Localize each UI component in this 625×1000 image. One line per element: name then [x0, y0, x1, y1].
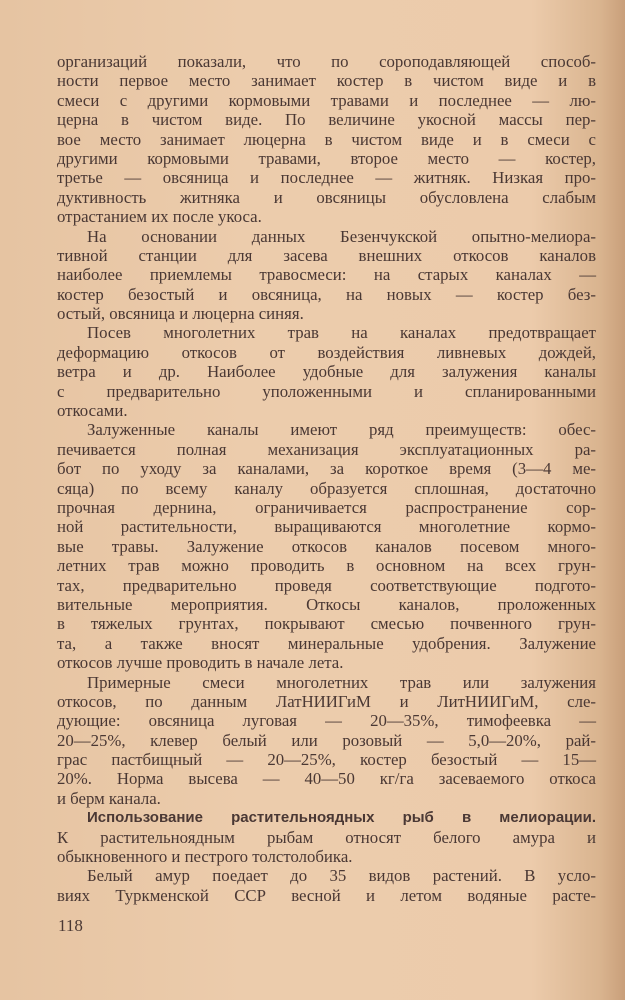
paragraph — [57, 673, 596, 809]
text-line: тах, предварительно проведя соответствующие подгото- — [57, 575, 596, 595]
text-line: 20%. Норма высева — 40—50 кг/га засеваемого откоса — [57, 769, 596, 789]
text-line: и берм канала. — [57, 788, 161, 808]
text-line: обыкновенного и пестрого толстолобика. — [57, 847, 353, 867]
text-line: вительные мероприятия. Откосы каналов, проложенных — [57, 594, 596, 614]
paragraph — [57, 323, 596, 420]
text-line: откосов лучше проводить в начале лета. — [57, 653, 344, 673]
text-line: бот по уходу за каналами, за короткое время (3—4 ме- — [57, 459, 596, 479]
page-body — [57, 52, 596, 905]
paragraph — [57, 866, 596, 905]
text-line: грас пастбищный — 20—25%, костер безостый — 15— — [57, 750, 596, 770]
text-line: На основании данных Безенчукской опытно-мелиора- — [87, 226, 596, 246]
text-line: летних трав можно проводить в основном на всех грун- — [57, 556, 596, 576]
text-line: смеси с другими кормовыми травами и последнее — лю- — [57, 90, 596, 110]
text-line: Залуженные каналы имеют ряд преимуществ: обес- — [87, 420, 596, 440]
text-line: откосов, по данным ЛатНИИГиМ и ЛитНИИГиМ, сле- — [57, 691, 596, 711]
text-line: виях Туркменской ССР весной и летом водяные расте- — [57, 885, 596, 905]
text-line: наиболее приемлемы травосмеси: на старых каналах — — [57, 265, 596, 285]
text-line: с предварительно уположенными и спланированными — [57, 381, 596, 401]
text-line: третье — овсяница и последнее — житняк. Низкая про- — [57, 168, 596, 188]
text-line: другими кормовыми травами, второе место — костер, — [57, 148, 596, 168]
text-line: деформацию откосов от воздействия ливневых дождей, — [57, 342, 596, 362]
section-heading-paragraph — [57, 808, 596, 866]
text-line: 20—25%, клевер белый или розовый — 5,0—20%, рай- — [57, 730, 596, 750]
text-line: ветра и др. Наиболее удобные для залужения каналы — [57, 362, 596, 382]
page-number: 118 — [58, 916, 83, 935]
paragraph — [57, 420, 596, 672]
text-line: остый, овсяница и люцерна синяя. — [57, 304, 304, 324]
text-line: Посев многолетних трав на каналах предотвращает — [87, 323, 596, 343]
text-line: сяца) по всему каналу образуется сплошная, достаточно — [57, 478, 596, 498]
paragraph — [57, 52, 596, 227]
text-line: тивной станции для засева внешних откосов каналов — [57, 245, 596, 265]
text-line: дуктивность житняка и овсяницы обусловлена слабым — [57, 187, 596, 207]
text-line: костер безостый и овсяница, на новых — костер без- — [57, 284, 596, 304]
section-heading: Использование растительноядных рыб в мелиорации. — [87, 809, 596, 827]
text-line: ности первое место занимает костер в чистом виде и в — [57, 71, 596, 91]
text-line: вое место занимает люцерна в чистом виде и в смеси с — [57, 129, 596, 149]
text-line: организаций показали, что по сороподавляющей способ- — [57, 52, 596, 71]
text-line: Примерные смеси многолетних трав или залужения — [87, 672, 596, 692]
text-line: вые травы. Залужение откосов каналов посевом много- — [57, 536, 596, 556]
text-line: отрастанием их после укоса. — [57, 207, 262, 227]
text-line: печивается полная механизация эксплуатационных ра- — [57, 439, 596, 459]
text-line: дующие: овсяница луговая — 20—35%, тимофеевка — — [57, 711, 596, 731]
text-line: Белый амур поедает до 35 видов растений. В усло- — [87, 866, 596, 886]
paragraph — [57, 227, 596, 324]
text-line: в тяжелых грунтах, покрывают смесью почвенного грун- — [57, 614, 596, 634]
text-line: ной растительности, выращиваются многолетние кормо- — [57, 517, 596, 537]
text-line: церна в чистом виде. По величине укосной массы пер- — [57, 110, 596, 130]
text-line: прочная дернина, ограничивается распространение сор- — [57, 497, 596, 517]
text-line: откосами. — [57, 401, 128, 421]
text-line: К растительноядным рыбам относят белого амура и — [57, 827, 596, 847]
text-line: та, а также вносят минеральные удобрения. Залужение — [57, 633, 596, 653]
